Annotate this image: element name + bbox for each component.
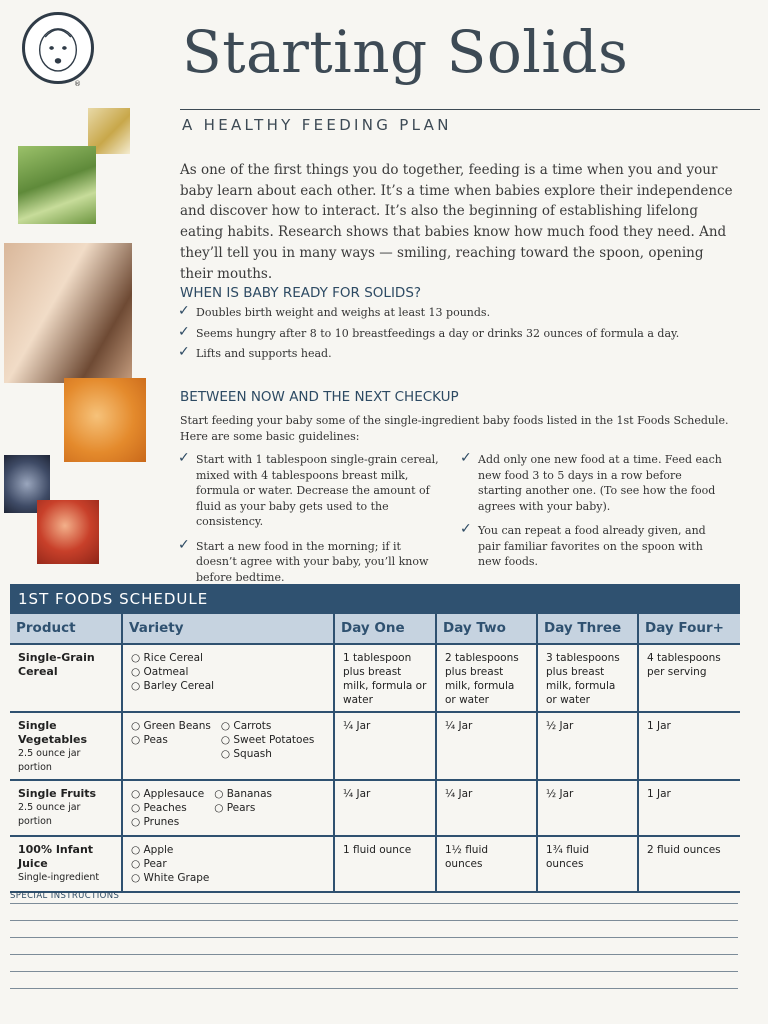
writing-line (10, 954, 738, 955)
day-amount-cell: 1 Jar (638, 780, 740, 836)
day-amount-cell: ¼ Jar (334, 712, 436, 780)
list-item: ✓ Start a new food in the morning; if it doesn’t agree with your baby, you’ll know before bedtime. (178, 536, 429, 584)
registered-mark: ® (74, 80, 81, 88)
variety-option: ○ Squash (221, 747, 315, 761)
list-item: ✓ Doubles birth weight and weighs at least 13 pounds. (178, 303, 491, 319)
day-amount-cell: 3 tablespoons plus breast milk, formula or water (537, 644, 638, 712)
product-cell: 100% Infant Juice Single-ingredient (10, 836, 122, 892)
day-amount-cell: 1 Jar (638, 712, 740, 780)
variety-option: ○ Oatmeal (131, 665, 214, 679)
schedule-title: 1ST FOODS SCHEDULE (10, 584, 740, 614)
photo-mother-feeding-baby (4, 243, 132, 383)
food-photo-peach (64, 378, 146, 462)
day-amount-cell: ¼ Jar (436, 712, 537, 780)
day-amount-cell: ½ Jar (537, 780, 638, 836)
day-amount-cell: ¼ Jar (436, 780, 537, 836)
variety-option: ○ Green Beans (131, 719, 211, 733)
variety-cell (122, 836, 334, 892)
baby-face-icon (25, 15, 91, 81)
table-row (10, 712, 740, 780)
intro-paragraph: As one of the first things you do together, feeding is a time when you and your baby learn about each other. It’s a time when babies explore their independence and discover how to interact. It’s also the beginning of establishing lifelong eating habits. Research shows that babies know how much food they need. And they’ll tell you in many ways — smiling, reaching toward the spoon, opening their mouths. (180, 162, 733, 282)
variety-option: ○ Barley Cereal (131, 679, 214, 693)
baby-face-logo (22, 12, 94, 84)
variety-option: ○ Rice Cereal (131, 651, 214, 665)
column-header: Day Two (436, 614, 537, 644)
schedule-table (10, 614, 740, 893)
list-item: ✓ You can repeat a food already given, and pair familiar favorites on the spoon with new foods. (460, 521, 706, 568)
variety-cell (122, 644, 334, 712)
list-item: ✓ Start with 1 tablespoon single-grain cereal, mixed with 4 tablespoons breast milk, formula or water. Decrease the amount of fluid as your baby gets used to the consistency. (178, 450, 439, 528)
ready-heading: WHEN IS BABY READY FOR SOLIDS? (180, 285, 422, 301)
day-amount-cell: 1¾ fluid ounces (537, 836, 638, 892)
variety-option: ○ Sweet Potatoes (221, 733, 315, 747)
special-instructions-label: SPECIAL INSTRUCTIONS (10, 891, 120, 901)
day-amount-cell: 1 fluid ounce (334, 836, 436, 892)
between-heading: BETWEEN NOW AND THE NEXT CHECKUP (180, 389, 459, 405)
product-cell: Single-Grain Cereal (10, 644, 122, 712)
table-header-row (10, 614, 740, 644)
product-cell: Single Vegetables 2.5 ounce jar portion (10, 712, 122, 780)
writing-line (10, 937, 738, 938)
ready-checklist (178, 305, 738, 367)
checkmark-icon: ✓ (178, 303, 190, 319)
day-amount-cell: 2 tablespoons plus breast milk, formula or water (436, 644, 537, 712)
guidelines-left (178, 452, 440, 594)
checkmark-icon: ✓ (178, 450, 190, 466)
product-cell: Single Fruits 2.5 ounce jar portion (10, 780, 122, 836)
variety-cell (122, 712, 334, 780)
column-header: Day Three (537, 614, 638, 644)
list-item: ✓ Seems hungry after 8 to 10 breastfeedings a day or drinks 32 ounces of formula a day. (178, 323, 680, 340)
day-amount-cell: 4 tablespoons per serving (638, 644, 740, 712)
variety-option: ○ Pear (131, 857, 209, 871)
variety-option: ○ Carrots (221, 719, 315, 733)
variety-option: ○ Pears (214, 801, 272, 815)
checkmark-icon: ✓ (178, 344, 190, 360)
day-amount-cell: ½ Jar (537, 712, 638, 780)
writing-line (10, 903, 738, 904)
list-item: ✓ Add only one new food at a time. Feed each new food 3 to 5 days in a row before starting another one. (To see how the food agrees with your baby). (460, 450, 722, 513)
checkmark-icon: ✓ (460, 521, 472, 537)
day-amount-cell: 1 tablespoon plus breast milk, formula or water (334, 644, 436, 712)
checkmark-icon: ✓ (460, 450, 472, 466)
column-header: Day Four+ (638, 614, 740, 644)
title-divider (180, 109, 760, 110)
between-intro: Start feeding your baby some of the single-ingredient baby foods listed in the 1st Foods Schedule. Here are some basic guidelines: (180, 414, 729, 443)
writing-line (10, 920, 738, 921)
variety-option: ○ Peaches (131, 801, 204, 815)
list-item: ✓ Lifts and supports head. (178, 344, 332, 360)
table-row (10, 644, 740, 712)
food-photo-green-beans (18, 146, 96, 224)
variety-option: ○ Bananas (214, 787, 272, 801)
column-header: Variety (122, 614, 334, 644)
table-row (10, 836, 740, 892)
guidelines-right (460, 452, 722, 579)
variety-option: ○ Peas (131, 733, 211, 747)
page-subtitle: A HEALTHY FEEDING PLAN (182, 116, 452, 134)
column-header: Product (10, 614, 122, 644)
variety-option: ○ Applesauce (131, 787, 204, 801)
checkmark-icon: ✓ (178, 323, 190, 340)
variety-option: ○ Apple (131, 843, 209, 857)
food-photo-apple (37, 500, 99, 564)
page-title: Starting Solids (182, 18, 629, 86)
checkmark-icon: ✓ (178, 536, 190, 553)
table-row (10, 780, 740, 836)
foods-schedule (10, 584, 740, 893)
variety-option: ○ White Grape (131, 871, 209, 885)
writing-line (10, 971, 738, 972)
column-header: Day One (334, 614, 436, 644)
variety-cell (122, 780, 334, 836)
day-amount-cell: 2 fluid ounces (638, 836, 740, 892)
day-amount-cell: ¼ Jar (334, 780, 436, 836)
variety-option: ○ Prunes (131, 815, 204, 829)
day-amount-cell: 1½ fluid ounces (436, 836, 537, 892)
writing-line (10, 988, 738, 989)
